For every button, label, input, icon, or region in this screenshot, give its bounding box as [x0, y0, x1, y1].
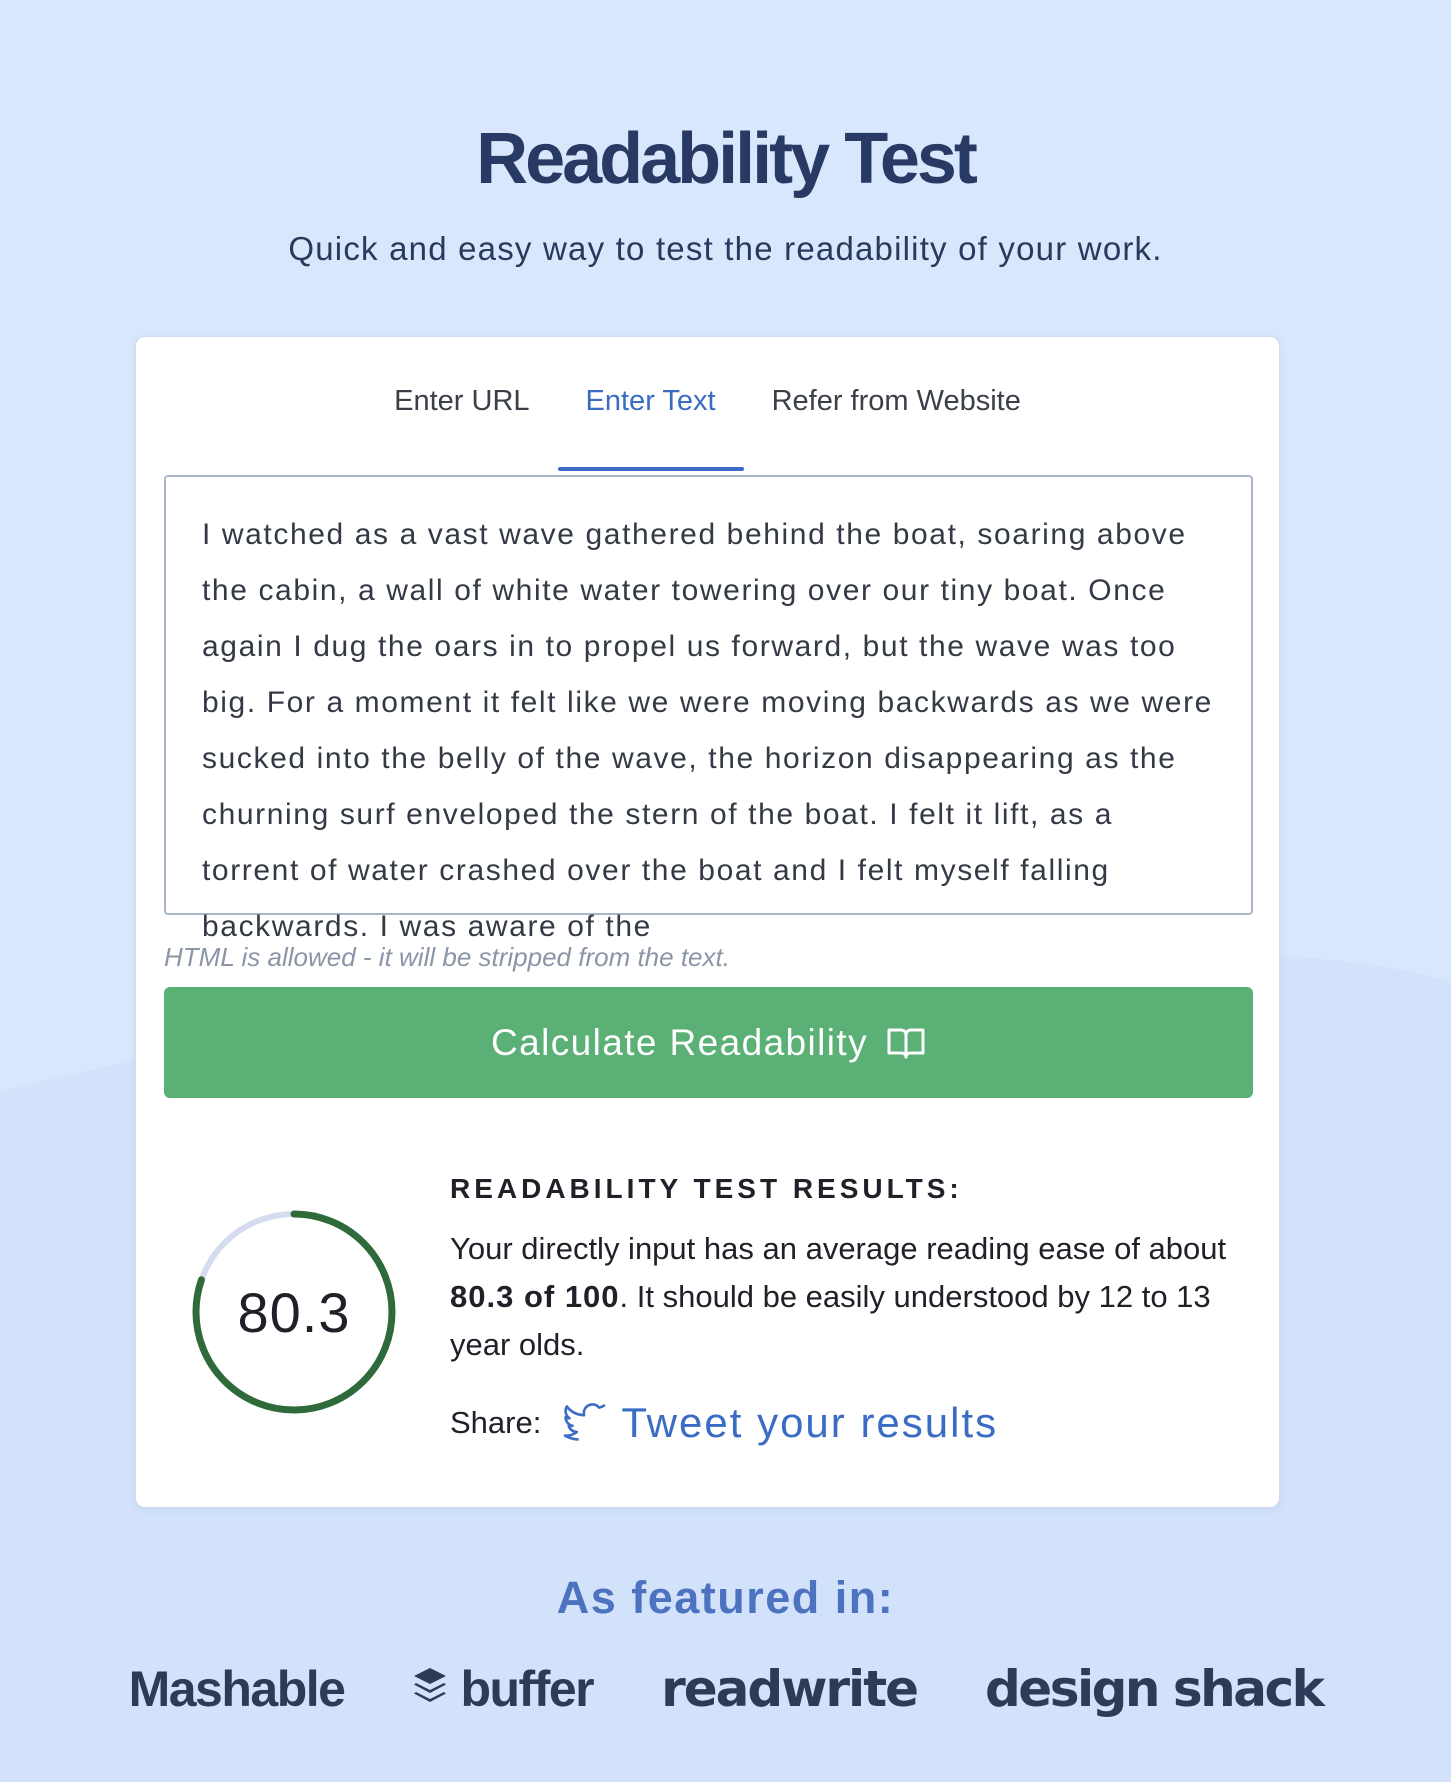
page-subtitle: Quick and easy way to test the readability of your work.	[288, 230, 1163, 267]
mashable-logo: Mashable	[128, 1661, 345, 1717]
tab-enter-text[interactable]: Enter Text	[558, 373, 744, 471]
twitter-bird-icon	[565, 1399, 607, 1447]
results-panel	[450, 1173, 1250, 1447]
text-input[interactable]: I watched as a vast wave gathered behind the boat, soaring above the cabin, a wall of white water towering over our tiny boat. Once again I dug the oars in to propel us forward, but the wave was too big. For a moment it felt like we were moving backwards as we were sucked into the belly of the wave, the horizon disappearing as the churning surf enveloped the stern of the boat. I felt it lift, as a torrent of water crashed over the boat and I felt myself falling backwards. I was aware of the	[164, 475, 1253, 915]
results-summary-suffix: . It should be easily understood by 12 to 13 year olds.	[450, 1279, 1211, 1362]
results-summary-score: 80.3 of 100	[450, 1279, 620, 1314]
calculate-button-label: Calculate Readability	[491, 1021, 868, 1063]
buffer-logo: buffer	[412, 1660, 593, 1718]
html-hint: HTML is allowed - it will be stripped from the text.	[164, 942, 730, 972]
score-value: 80.3	[237, 1280, 351, 1344]
tab-refer-from-website[interactable]: Refer from Website	[771, 385, 1021, 417]
share-row	[450, 1399, 1250, 1447]
results-summary-prefix: Your directly input has an average reading ease of about	[450, 1231, 1227, 1266]
featured-title: As featured in:	[556, 1572, 895, 1623]
readability-card	[135, 336, 1280, 1508]
featured-logos	[0, 1660, 1451, 1718]
open-book-icon	[886, 1026, 926, 1060]
results-summary	[450, 1225, 1250, 1369]
buffer-stack-icon	[412, 1660, 448, 1718]
tab-enter-url[interactable]: Enter URL	[394, 385, 530, 417]
score-gauge	[191, 1209, 397, 1415]
page-title: Readability Test	[476, 119, 975, 199]
tweet-results-link[interactable]	[565, 1399, 998, 1447]
input-mode-tabs	[136, 373, 1279, 471]
readwrite-logo: readwrite	[661, 1660, 918, 1718]
results-heading: READABILITY TEST RESULTS:	[450, 1173, 963, 1204]
calculate-readability-button[interactable]	[164, 987, 1253, 1098]
tweet-results-label: Tweet your results	[621, 1399, 999, 1446]
share-label: Share:	[450, 1405, 542, 1440]
design-shack-logo: design shack	[985, 1660, 1323, 1718]
